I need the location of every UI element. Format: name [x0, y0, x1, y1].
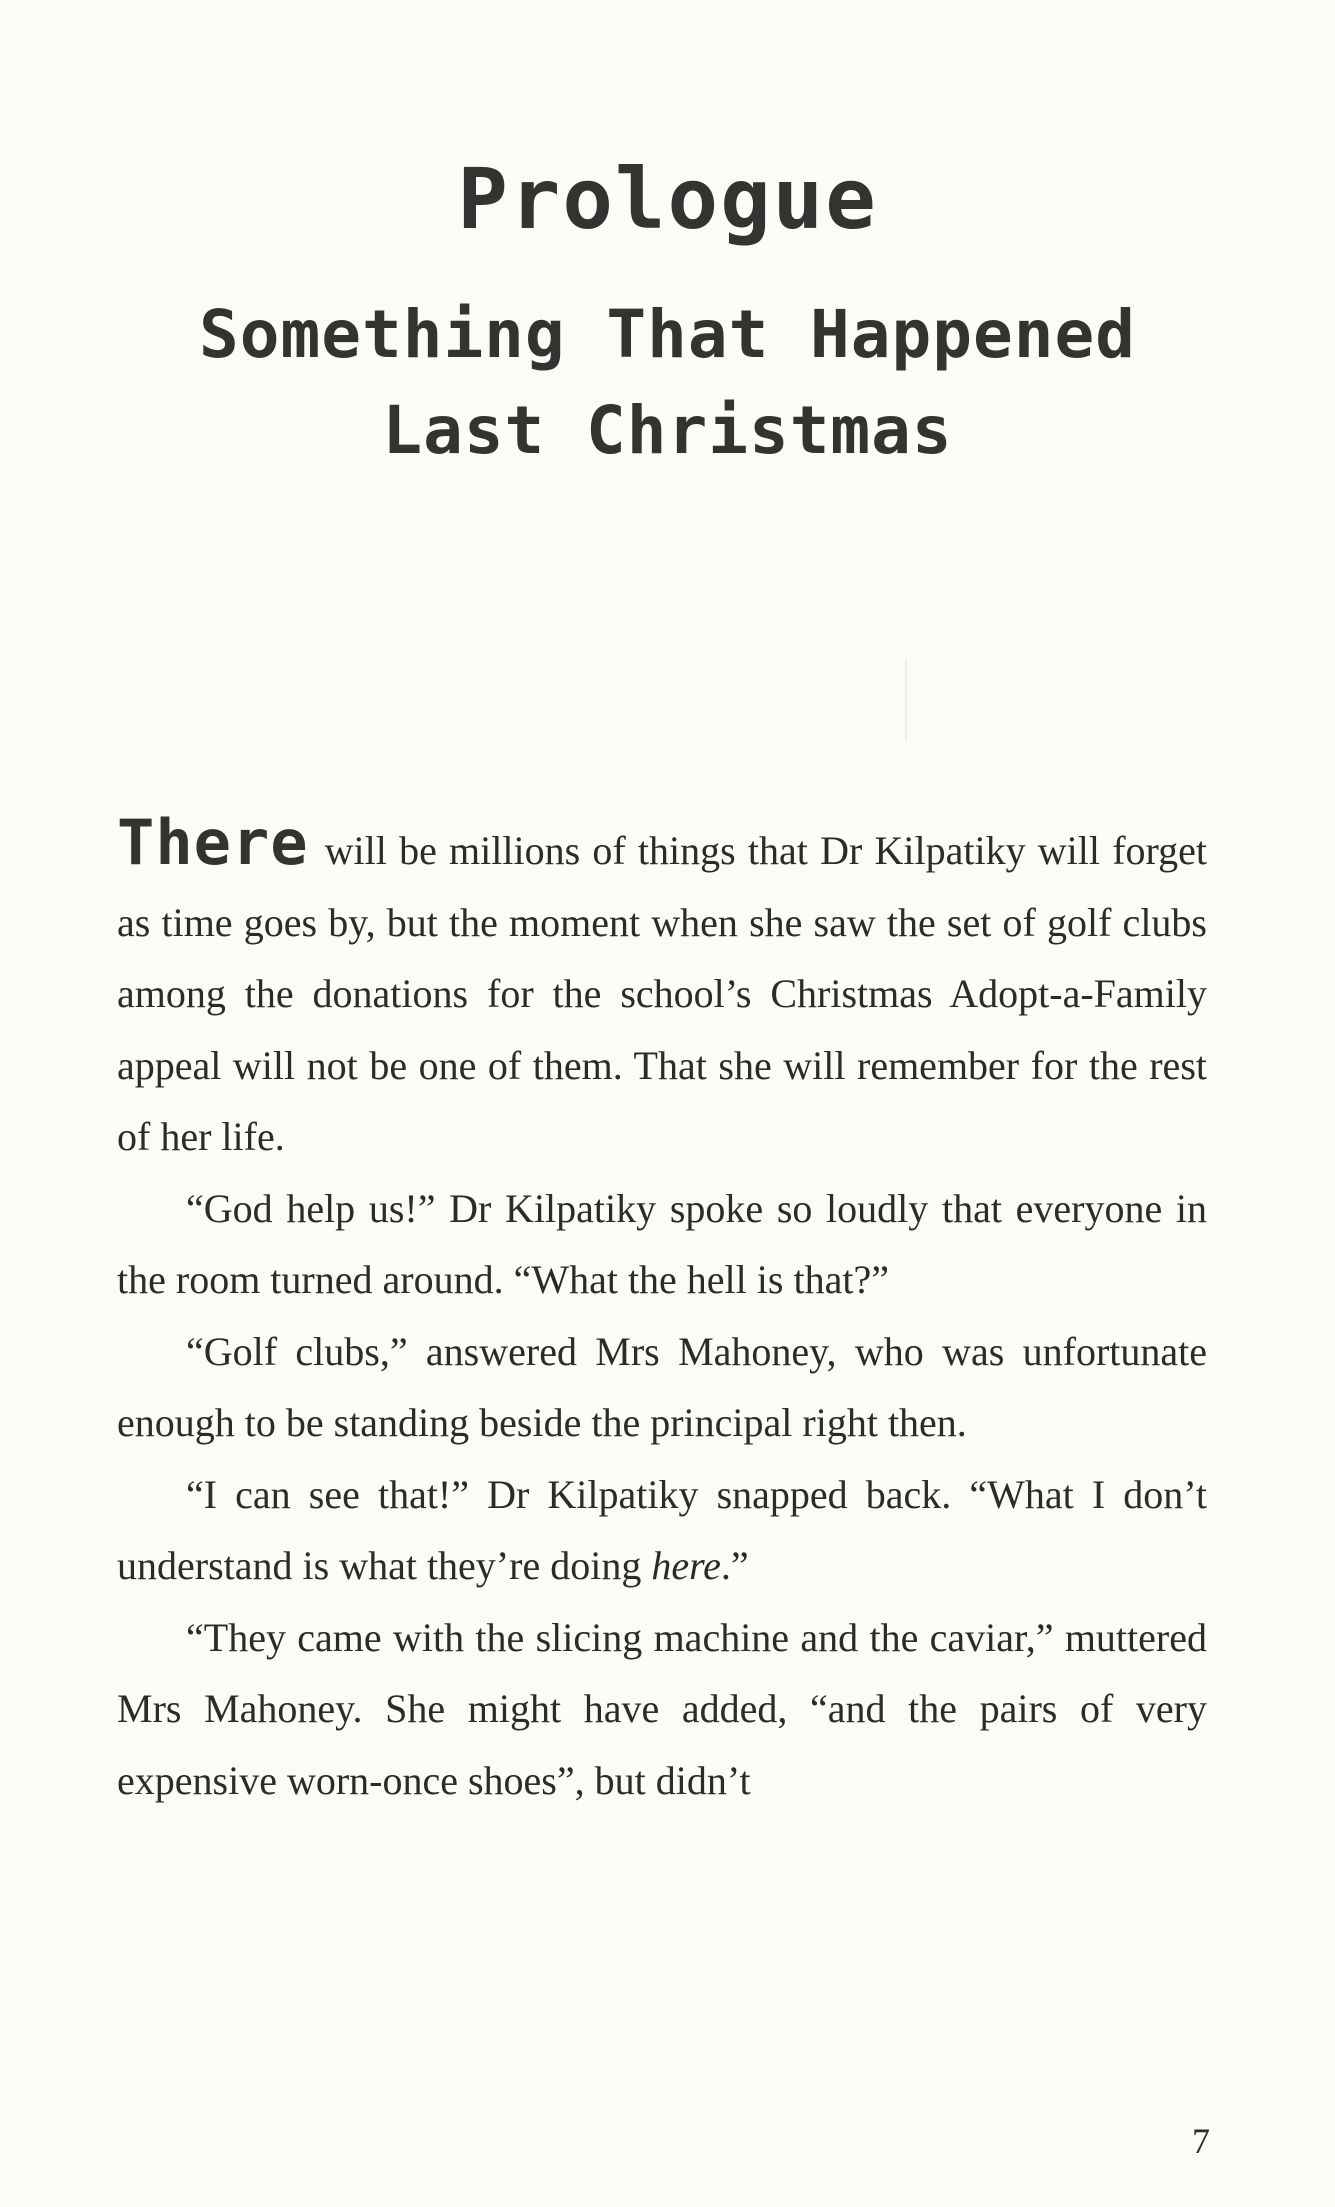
paragraph-1 [117, 806, 1207, 1173]
paper-mark [905, 660, 907, 740]
paragraph-4-text: “I can see that!” Dr Kilpatiky snapped back. “What I don’t understand is what they’re doing [117, 1471, 1207, 1588]
page-number: 7 [1192, 2121, 1210, 2161]
chapter-title-line-2: Last Christmas [382, 392, 953, 469]
body-text [117, 806, 1207, 1816]
paragraph-3: “Golf clubs,” answered Mrs Mahoney, who was unfortunate enough to be standing beside the principal right then. [117, 1328, 1207, 1445]
paragraph-4 [117, 1459, 1207, 1602]
paragraph-4-emphasis: here [651, 1543, 721, 1588]
opening-word: There [117, 806, 309, 879]
paragraph-1-text: will be millions of things that Dr Kilpatiky will forget as time goes by, but the moment when she saw the set of golf clubs among the donations for the school’s Christmas Adopt-a-Family appeal will not be one of them. That she will remember for the rest of her life. [117, 828, 1207, 1159]
chapter-label: Prologue [457, 150, 878, 248]
paragraph-2: “God help us!” Dr Kilpatiky spoke so loudly that everyone in the room turned around. “What the hell is that?” [117, 1185, 1207, 1302]
paragraph-4-end: .” [720, 1543, 749, 1588]
chapter-title-line-1: Something That Happened [199, 296, 1136, 373]
paragraph-5: “They came with the slicing machine and the caviar,” muttered Mrs Mahoney. She might have added, “and the pairs of very expensive worn-once shoes”, but didn’t [117, 1614, 1207, 1803]
